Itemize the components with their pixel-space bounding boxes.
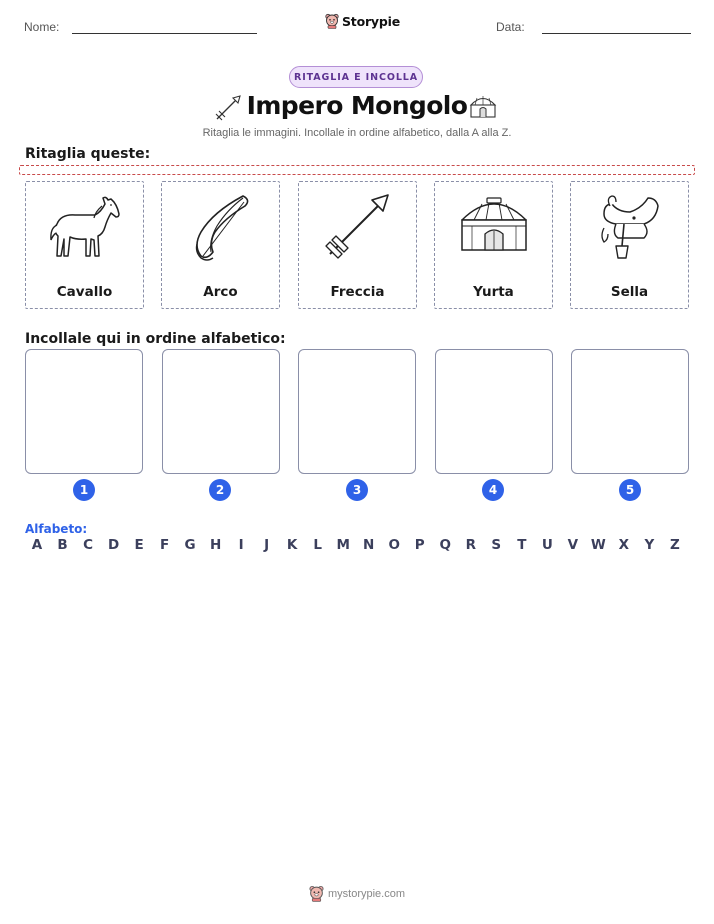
alphabet-heading: Alfabeto: xyxy=(25,522,88,536)
cut-card-label: Yurta xyxy=(473,284,514,300)
alphabet-letter: I xyxy=(238,537,244,553)
alphabet-letter: M xyxy=(336,537,350,553)
bear-logo-icon xyxy=(309,885,324,902)
alphabet-letter: K xyxy=(286,537,298,553)
alphabet-letter: X xyxy=(618,537,630,553)
alphabet-letter: R xyxy=(465,537,476,553)
alphabet-letter: V xyxy=(567,537,579,553)
alphabet-letter: P xyxy=(414,537,425,553)
cut-card-label: Arco xyxy=(203,284,238,300)
alphabet-letter: Y xyxy=(644,537,655,553)
cut-card-label: Cavallo xyxy=(56,284,113,300)
slot-number-1: 1 xyxy=(73,479,95,501)
date-line[interactable] xyxy=(542,33,691,34)
alphabet-letter: T xyxy=(517,537,527,553)
footer-url[interactable]: mystorypie.com xyxy=(328,887,406,900)
cut-card-bow[interactable] xyxy=(161,181,280,309)
alphabet-letter: A xyxy=(31,537,43,553)
slot-number-5: 5 xyxy=(619,479,641,501)
yurt-icon xyxy=(454,190,534,265)
alphabet-letter: D xyxy=(107,537,120,553)
alphabet-letter: S xyxy=(491,537,502,553)
saddle-icon xyxy=(590,190,670,265)
cut-card-label: Sella xyxy=(610,284,649,300)
slot-number-3: 3 xyxy=(346,479,368,501)
bear-logo-icon xyxy=(325,13,339,29)
paste-box-5[interactable] xyxy=(571,349,689,474)
cut-card-yurt[interactable] xyxy=(434,181,553,309)
page-title: Impero Mongolo xyxy=(246,91,468,120)
alphabet-letter: B xyxy=(57,537,68,553)
alphabet-letter: Z xyxy=(669,537,680,553)
arrow-icon xyxy=(318,190,398,265)
paste-heading: Incollale qui in ordine alfabetico: xyxy=(25,331,286,347)
footer xyxy=(309,885,405,902)
paste-box-3[interactable] xyxy=(298,349,416,474)
slot-number-2: 2 xyxy=(209,479,231,501)
alphabet-letter: U xyxy=(541,537,553,553)
alphabet-letter: N xyxy=(363,537,375,553)
paste-box-1[interactable] xyxy=(25,349,143,474)
alphabet-letter: W xyxy=(590,537,606,553)
activity-badge: RITAGLIA E INCOLLA xyxy=(289,66,423,88)
alphabet-letter: Q xyxy=(439,537,451,553)
alphabet-letter: O xyxy=(388,537,400,553)
cut-card-horse[interactable] xyxy=(25,181,144,309)
alphabet-letter: C xyxy=(83,537,93,553)
cut-heading: Ritaglia queste: xyxy=(25,146,151,162)
name-line[interactable] xyxy=(72,33,257,34)
alphabet-letter: L xyxy=(313,537,322,553)
date-label: Data: xyxy=(496,20,525,34)
alphabet-letter: E xyxy=(134,537,144,553)
alphabet-letter: J xyxy=(264,537,270,553)
name-label: Nome: xyxy=(24,20,60,34)
cut-card-saddle[interactable] xyxy=(570,181,689,309)
alphabet-letter: F xyxy=(159,537,170,553)
instructions-text: Ritaglia le immagini. Incollale in ordine alfabetico, dalla A alla Z. xyxy=(202,127,512,139)
cut-card-label: Freccia xyxy=(330,284,385,300)
brand-name: Storypie xyxy=(342,13,400,29)
alphabet-row xyxy=(25,537,687,553)
alphabet-letter: G xyxy=(184,537,196,553)
paste-box-2[interactable] xyxy=(162,349,280,474)
alphabet-letter: H xyxy=(209,537,222,553)
slot-number-4: 4 xyxy=(482,479,504,501)
brand-logo xyxy=(325,13,400,29)
horse-icon xyxy=(45,190,125,265)
bow-icon xyxy=(181,190,261,265)
paste-box-4[interactable] xyxy=(435,349,553,474)
title-yurt-icon xyxy=(468,93,498,121)
cut-card-arrow[interactable] xyxy=(298,181,417,309)
cut-dashed-line xyxy=(19,165,695,175)
